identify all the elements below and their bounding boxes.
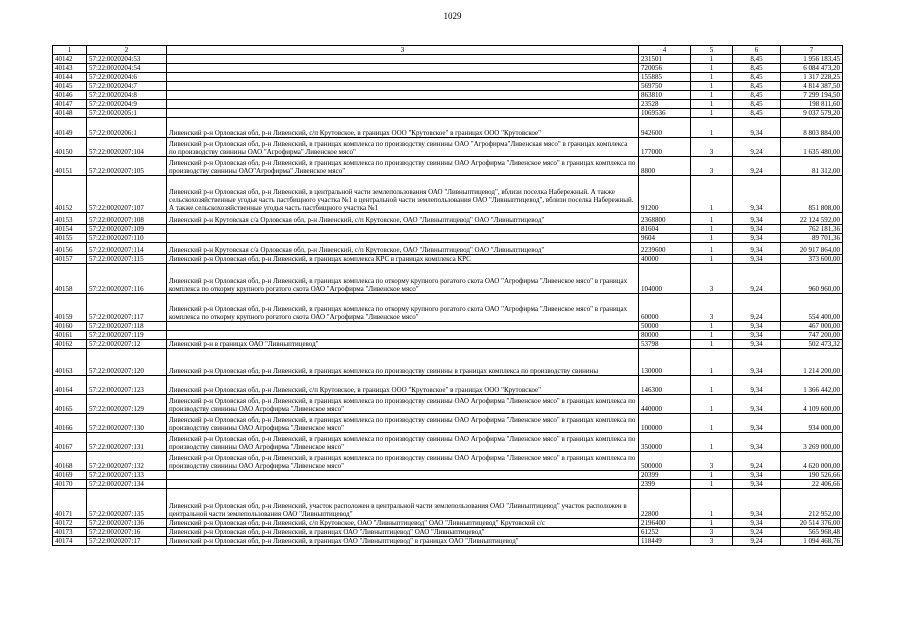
location-description	[167, 471, 639, 480]
location-description: Ливенский р-н Орловская обл, р-н Ливенский, в границах комплекса по производству свинины ОАО Агрофирма "Ливенское мясо" в границах комплекса по производству свинины ОАО Агрофирма "Ливенское мясо"	[167, 395, 639, 414]
row-number: 40149	[53, 118, 87, 138]
rate-value: 9,24	[733, 264, 781, 294]
table-row	[53, 519, 843, 528]
category-code: 1	[691, 73, 733, 82]
category-code: 1	[691, 100, 733, 109]
rate-value: 9,24	[733, 157, 781, 176]
cadastral-value: 1 366 442,00	[781, 376, 843, 395]
row-number: 40142	[53, 55, 87, 64]
cadastral-value: 554 400,00	[781, 294, 843, 322]
row-number: 40162	[53, 340, 87, 349]
area-value: 104000	[639, 264, 691, 294]
cadastral-value: 934 000,00	[781, 414, 843, 433]
row-number: 40168	[53, 452, 87, 471]
table-row	[53, 243, 843, 255]
table-row	[53, 234, 843, 243]
table-row	[53, 100, 843, 109]
row-number: 40161	[53, 331, 87, 340]
rate-value: 9,34	[733, 433, 781, 452]
category-code: 1	[691, 118, 733, 138]
cadastral-value: 22 124 592,00	[781, 213, 843, 225]
cadastral-number: 57:22:0020207:105	[87, 157, 167, 176]
location-description: Ливенский р-н Орловская обл, р-н Ливенский, в границах комплекса по производству свинины в границах комплекса по производству свинины	[167, 349, 639, 376]
land-registry-table	[52, 45, 843, 546]
cadastral-number: 57:22:0020207:129	[87, 395, 167, 414]
cadastral-number: 57:22:0020207:104	[87, 138, 167, 157]
category-code: 1	[691, 340, 733, 349]
area-value: 81604	[639, 225, 691, 234]
table-row	[53, 109, 843, 118]
location-description	[167, 73, 639, 82]
row-number: 40170	[53, 480, 87, 489]
row-number: 40159	[53, 294, 87, 322]
cadastral-value: 565 968,48	[781, 528, 843, 537]
table-row	[53, 349, 843, 376]
row-number: 40148	[53, 109, 87, 118]
cadastral-number: 57:22:0020205:1	[87, 109, 167, 118]
category-code: 1	[691, 243, 733, 255]
table-row	[53, 471, 843, 480]
table-row	[53, 433, 843, 452]
location-description	[167, 480, 639, 489]
header-row	[53, 46, 843, 55]
location-description: Ливенский р-н Орловская обл, р-н Ливенский, в границах комплекса КРС в границах комплекса КРС	[167, 255, 639, 264]
cadastral-number: 57:22:0020207:115	[87, 255, 167, 264]
row-number: 40172	[53, 519, 87, 528]
area-value: 350000	[639, 433, 691, 452]
category-code: 3	[691, 528, 733, 537]
cadastral-value: 9 037 579,20	[781, 109, 843, 118]
category-code: 3	[691, 264, 733, 294]
row-number: 40158	[53, 264, 87, 294]
area-value: 863810	[639, 91, 691, 100]
area-value: 22800	[639, 489, 691, 519]
rate-value: 9,34	[733, 176, 781, 213]
table-row	[53, 395, 843, 414]
location-description	[167, 100, 639, 109]
area-value: 40000	[639, 255, 691, 264]
table-row	[53, 537, 843, 546]
table-row	[53, 118, 843, 138]
location-description: Ливенский р-н Орловская обл, р-н Ливенский, в границах комплекса по производству свинины ОАО Агрофирма "Ливенское мясо" в границах комплекса по производству свинины ОАО Агрофирма "Ливенское мясо"	[167, 452, 639, 471]
row-number: 40174	[53, 537, 87, 546]
rate-value: 9,34	[733, 340, 781, 349]
location-description: Ливенский р-н Орловская обл, р-н Ливенский, с/п Крутовское, ОАО "Ливныптицевод" ОАО "Ливныптицевод" Крутовской с/с	[167, 519, 639, 528]
location-description	[167, 109, 639, 118]
category-code: 1	[691, 349, 733, 376]
row-number: 40150	[53, 138, 87, 157]
cadastral-number: 57:22:0020207:136	[87, 519, 167, 528]
row-number: 40143	[53, 64, 87, 73]
area-value: 8800	[639, 157, 691, 176]
cadastral-number: 57:22:0020204:9	[87, 100, 167, 109]
location-description	[167, 55, 639, 64]
column-header: 7	[781, 46, 843, 55]
area-value: 440000	[639, 395, 691, 414]
table-row	[53, 294, 843, 322]
location-description	[167, 225, 639, 234]
area-value: 91200	[639, 176, 691, 213]
area-value: 1069536	[639, 109, 691, 118]
category-code: 3	[691, 157, 733, 176]
rate-value: 9,34	[733, 519, 781, 528]
cadastral-number: 57:22:0020207:107	[87, 176, 167, 213]
rate-value: 9,34	[733, 480, 781, 489]
cadastral-number: 57:22:0020206:1	[87, 118, 167, 138]
rate-value: 9,24	[733, 528, 781, 537]
category-code: 1	[691, 64, 733, 73]
category-code: 3	[691, 138, 733, 157]
rate-value: 9,24	[733, 138, 781, 157]
row-number: 40173	[53, 528, 87, 537]
cadastral-number: 57:22:0020207:134	[87, 480, 167, 489]
rate-value: 9,34	[733, 414, 781, 433]
cadastral-number: 57:22:0020207:123	[87, 376, 167, 395]
location-description: Ливенский р-н Орловская обл, р-н Ливенский, в центральной части землепользования ОАО "Ливныптицевод", вблизи поселка Набережный. А также сельскохозяйственные угодья часть пастбищного участка №1 в центральной части землепользования ОАО "Ливныптицевод", вблизи поселка Набережный. А также сельскохозяйственные угодья часть пастбищного участка №1	[167, 176, 639, 213]
cadastral-number: 57:22:0020204:7	[87, 82, 167, 91]
category-code: 1	[691, 414, 733, 433]
row-number: 40145	[53, 82, 87, 91]
row-number: 40157	[53, 255, 87, 264]
row-number: 40154	[53, 225, 87, 234]
rate-value: 9,24	[733, 452, 781, 471]
location-description	[167, 64, 639, 73]
cadastral-number: 57:22:0020207:17	[87, 537, 167, 546]
area-value: 53798	[639, 340, 691, 349]
table-row	[53, 489, 843, 519]
rate-value: 9,34	[733, 322, 781, 331]
area-value: 9604	[639, 234, 691, 243]
cadastral-number: 57:22:0020207:12	[87, 340, 167, 349]
location-description: Ливенский р-н Орловская обл, р-н Ливенский, в границах комплекса по производству свинины ОАО Агрофирма "Ливенское мясо" в границах комплекса по производству свинины ОАО"Агрофирма" Ливенское мясо"	[167, 157, 639, 176]
location-description: Ливенский р-н Орловская обл, р-н Ливенский, в границах комплекса по производству свинины ОАО Агрофирма "Ливенское мясо" в границах комплекса по производству свинины ОАО Агрофирма "Ливенское мясо"	[167, 414, 639, 433]
location-description	[167, 322, 639, 331]
rate-value: 9,34	[733, 118, 781, 138]
category-code: 1	[691, 376, 733, 395]
location-description	[167, 91, 639, 100]
category-code: 3	[691, 537, 733, 546]
category-code: 1	[691, 433, 733, 452]
rate-value: 8,45	[733, 100, 781, 109]
cadastral-number: 57:22:0020207:110	[87, 234, 167, 243]
area-value: 155885	[639, 73, 691, 82]
column-header: 3	[167, 46, 639, 55]
rate-value: 9,34	[733, 489, 781, 519]
rate-value: 9,34	[733, 225, 781, 234]
area-value: 500000	[639, 452, 691, 471]
row-number: 40160	[53, 322, 87, 331]
cadastral-value: 89 701,36	[781, 234, 843, 243]
category-code: 1	[691, 322, 733, 331]
area-value: 720056	[639, 64, 691, 73]
column-header: 4	[639, 46, 691, 55]
table-row	[53, 213, 843, 225]
table-row	[53, 452, 843, 471]
cadastral-number: 57:22:0020204:8	[87, 91, 167, 100]
cadastral-value: 762 181,36	[781, 225, 843, 234]
category-code: 1	[691, 82, 733, 91]
table-body	[53, 55, 843, 546]
area-value: 177000	[639, 138, 691, 157]
table-row	[53, 340, 843, 349]
category-code: 1	[691, 225, 733, 234]
area-value: 23528	[639, 100, 691, 109]
rate-value: 8,45	[733, 55, 781, 64]
table-row	[53, 138, 843, 157]
category-code: 1	[691, 471, 733, 480]
row-number: 40171	[53, 489, 87, 519]
area-value: 2196400	[639, 519, 691, 528]
table-row	[53, 82, 843, 91]
cadastral-value: 851 808,00	[781, 176, 843, 213]
cadastral-number: 57:22:0020207:108	[87, 213, 167, 225]
cadastral-value: 1 635 480,00	[781, 138, 843, 157]
cadastral-number: 57:22:0020204:53	[87, 55, 167, 64]
category-code: 1	[691, 255, 733, 264]
row-number: 40146	[53, 91, 87, 100]
rate-value: 9,34	[733, 255, 781, 264]
column-header: 2	[87, 46, 167, 55]
cadastral-number: 57:22:0020207:132	[87, 452, 167, 471]
area-value: 2399	[639, 480, 691, 489]
location-description	[167, 234, 639, 243]
cadastral-value: 467 000,00	[781, 322, 843, 331]
cadastral-number: 57:22:0020207:109	[87, 225, 167, 234]
cadastral-value: 7 299 194,50	[781, 91, 843, 100]
location-description: Ливенский р-н в границах ОАО "Ливныптицевод"	[167, 340, 639, 349]
location-description: Ливенский р-н Орловская обл, р-н Ливенский, в границах комплекса по откорму крупного рогатого скота ОАО "Агрофирма "Ливенское мясо" в границах комплекса по откорму крупного рогатого скота ОАО "Агрофирма "Ливенское мясо"	[167, 264, 639, 294]
cadastral-number: 57:22:0020207:131	[87, 433, 167, 452]
cadastral-number: 57:22:0020207:120	[87, 349, 167, 376]
cadastral-number: 57:22:0020207:114	[87, 243, 167, 255]
category-code: 3	[691, 294, 733, 322]
area-value: 118449	[639, 537, 691, 546]
cadastral-value: 4 814 387,50	[781, 82, 843, 91]
area-value: 2239600	[639, 243, 691, 255]
table-row	[53, 480, 843, 489]
location-description: Ливенский р-н Орловская обл, р-н Ливенский, с/п Крутовское, в границах ООО "Крутовское" в границах ООО "Крутовское"	[167, 376, 639, 395]
table-row	[53, 376, 843, 395]
rate-value: 9,34	[733, 331, 781, 340]
area-value: 61252	[639, 528, 691, 537]
cadastral-value: 1 956 183,45	[781, 55, 843, 64]
column-header: 5	[691, 46, 733, 55]
area-value: 100000	[639, 414, 691, 433]
column-header: 1	[53, 46, 87, 55]
table-row	[53, 225, 843, 234]
row-number: 40165	[53, 395, 87, 414]
column-header: 6	[733, 46, 781, 55]
rate-value: 8,45	[733, 82, 781, 91]
cadastral-value: 960 960,00	[781, 264, 843, 294]
row-number: 40169	[53, 471, 87, 480]
cadastral-number: 57:22:0020207:16	[87, 528, 167, 537]
cadastral-value: 22 406,66	[781, 480, 843, 489]
table-row	[53, 157, 843, 176]
category-code: 1	[691, 395, 733, 414]
rate-value: 8,45	[733, 73, 781, 82]
category-code: 1	[691, 234, 733, 243]
table-row	[53, 264, 843, 294]
rate-value: 9,34	[733, 376, 781, 395]
cadastral-value: 8 803 884,00	[781, 118, 843, 138]
table-row	[53, 322, 843, 331]
category-code: 1	[691, 55, 733, 64]
area-value: 20399	[639, 471, 691, 480]
row-number: 40167	[53, 433, 87, 452]
area-value: 50000	[639, 322, 691, 331]
location-description: Ливенский р-н Орловская обл, р-н Ливенский, в границах комплекса по откорму крупного рогатого скота ОАО "Агрофирма "Ливенское мясо" в границах комплекса по откорму крупного рогатого скота ОАО "Агрофирма "Ливенское мясо"	[167, 294, 639, 322]
cadastral-value: 747 200,00	[781, 331, 843, 340]
cadastral-number: 57:22:0020204:6	[87, 73, 167, 82]
rate-value: 9,34	[733, 213, 781, 225]
cadastral-number: 57:22:0020207:130	[87, 414, 167, 433]
cadastral-value: 198 811,60	[781, 100, 843, 109]
cadastral-value: 1 214 200,00	[781, 349, 843, 376]
category-code: 1	[691, 331, 733, 340]
area-value: 60000	[639, 294, 691, 322]
rate-value: 8,45	[733, 64, 781, 73]
location-description: Ливенский р-н Орловская обл, р-н Ливенский, в границах комплекса по производству свинины ОАО "Агрофирма"Ливенская мясо" в границах комплекса по производству свинины ОАО "Агрофирма" Ливенское мясо"	[167, 138, 639, 157]
area-value: 569750	[639, 82, 691, 91]
cadastral-value: 1 094 468,76	[781, 537, 843, 546]
cadastral-value: 502 473,32	[781, 340, 843, 349]
rate-value: 9,24	[733, 294, 781, 322]
table-row	[53, 528, 843, 537]
category-code: 1	[691, 213, 733, 225]
table-row	[53, 255, 843, 264]
cadastral-value: 1 317 228,25	[781, 73, 843, 82]
cadastral-value: 4 109 600,00	[781, 395, 843, 414]
table-row	[53, 331, 843, 340]
location-description: Ливенский р-н Крутовская с/а Орловская обл, р-н Ливенский, с/п Крутовское, ОАО "Ливныптицевод" ОАО "Ливныптицевод"	[167, 213, 639, 225]
category-code: 1	[691, 91, 733, 100]
page-number: 1029	[443, 11, 462, 21]
cadastral-value: 373 600,00	[781, 255, 843, 264]
location-description: Ливенский р-н Орловская обл, р-н Ливенский, в границах ОАО "Ливныптицевод" ОАО "Ливныптицевод"	[167, 528, 639, 537]
location-description: Ливенский р-н Орловская обл, р-н Ливенский, с/п Крутовское, в границах ООО "Крутовское" в границах ООО "Крутовское"	[167, 118, 639, 138]
location-description: Ливенский р-н Орловская обл, р-н Ливенский, в границах комплекса по производству свинины ОАО Агрофирма "Ливенское мясо" в границах комплекса по производству свинины ОАО Агрофирма "Ливенское мясо"	[167, 433, 639, 452]
cadastral-number: 57:22:0020207:119	[87, 331, 167, 340]
cadastral-value: 3 269 000,00	[781, 433, 843, 452]
row-number: 40144	[53, 73, 87, 82]
row-number: 40156	[53, 243, 87, 255]
category-code: 1	[691, 480, 733, 489]
table-row	[53, 64, 843, 73]
cadastral-value: 190 526,66	[781, 471, 843, 480]
area-value: 942600	[639, 118, 691, 138]
cadastral-value: 20 514 376,00	[781, 519, 843, 528]
rate-value: 9,24	[733, 537, 781, 546]
table-row	[53, 55, 843, 64]
row-number: 40166	[53, 414, 87, 433]
rate-value: 8,45	[733, 109, 781, 118]
location-description	[167, 331, 639, 340]
area-value: 2368800	[639, 213, 691, 225]
area-value: 146300	[639, 376, 691, 395]
table-row	[53, 176, 843, 213]
cadastral-number: 57:22:0020207:118	[87, 322, 167, 331]
cadastral-number: 57:22:0020207:135	[87, 489, 167, 519]
category-code: 1	[691, 176, 733, 213]
row-number: 40155	[53, 234, 87, 243]
cadastral-number: 57:22:0020204:54	[87, 64, 167, 73]
cadastral-number: 57:22:0020207:117	[87, 294, 167, 322]
location-description: Ливенский р-н Крутовская с/а Орловская обл, р-н Ливенский, с/п Крутовское, ОАО "Ливныптицевод" ОАО "Ливныптицевод"	[167, 243, 639, 255]
rate-value: 9,34	[733, 243, 781, 255]
rate-value: 9,34	[733, 395, 781, 414]
rate-value: 9,34	[733, 349, 781, 376]
rate-value: 8,45	[733, 91, 781, 100]
rate-value: 9,34	[733, 471, 781, 480]
row-number: 40164	[53, 376, 87, 395]
rate-value: 9,34	[733, 234, 781, 243]
row-number: 40153	[53, 213, 87, 225]
row-number: 40152	[53, 176, 87, 213]
cadastral-number: 57:22:0020207:116	[87, 264, 167, 294]
cadastral-value: 81 312,00	[781, 157, 843, 176]
row-number: 40151	[53, 157, 87, 176]
cadastral-value: 4 620 000,00	[781, 452, 843, 471]
area-value: 130000	[639, 349, 691, 376]
category-code: 1	[691, 489, 733, 519]
table-row	[53, 91, 843, 100]
location-description: Ливенский р-н Орловская обл, р-н Ливенский, участок расположен в центральной части землепользования ОАО "Ливныптицевод" участок расположен в центральной части землепользования ОАО "Ливныптицевод"	[167, 489, 639, 519]
cadastral-number: 57:22:0020207:133	[87, 471, 167, 480]
row-number: 40163	[53, 349, 87, 376]
cadastral-value: 20 917 864,00	[781, 243, 843, 255]
category-code: 3	[691, 452, 733, 471]
location-description	[167, 82, 639, 91]
cadastral-value: 6 084 473,20	[781, 64, 843, 73]
area-value: 231501	[639, 55, 691, 64]
category-code: 1	[691, 519, 733, 528]
location-description: Ливенский р-н Орловская обл, р-н Ливенский, в границах ОАО "Ливныптицевод" в границах ОАО "Ливныптицевод"	[167, 537, 639, 546]
cadastral-value: 212 952,00	[781, 489, 843, 519]
category-code: 1	[691, 109, 733, 118]
row-number: 40147	[53, 100, 87, 109]
area-value: 80000	[639, 331, 691, 340]
table-row	[53, 73, 843, 82]
table-row	[53, 414, 843, 433]
